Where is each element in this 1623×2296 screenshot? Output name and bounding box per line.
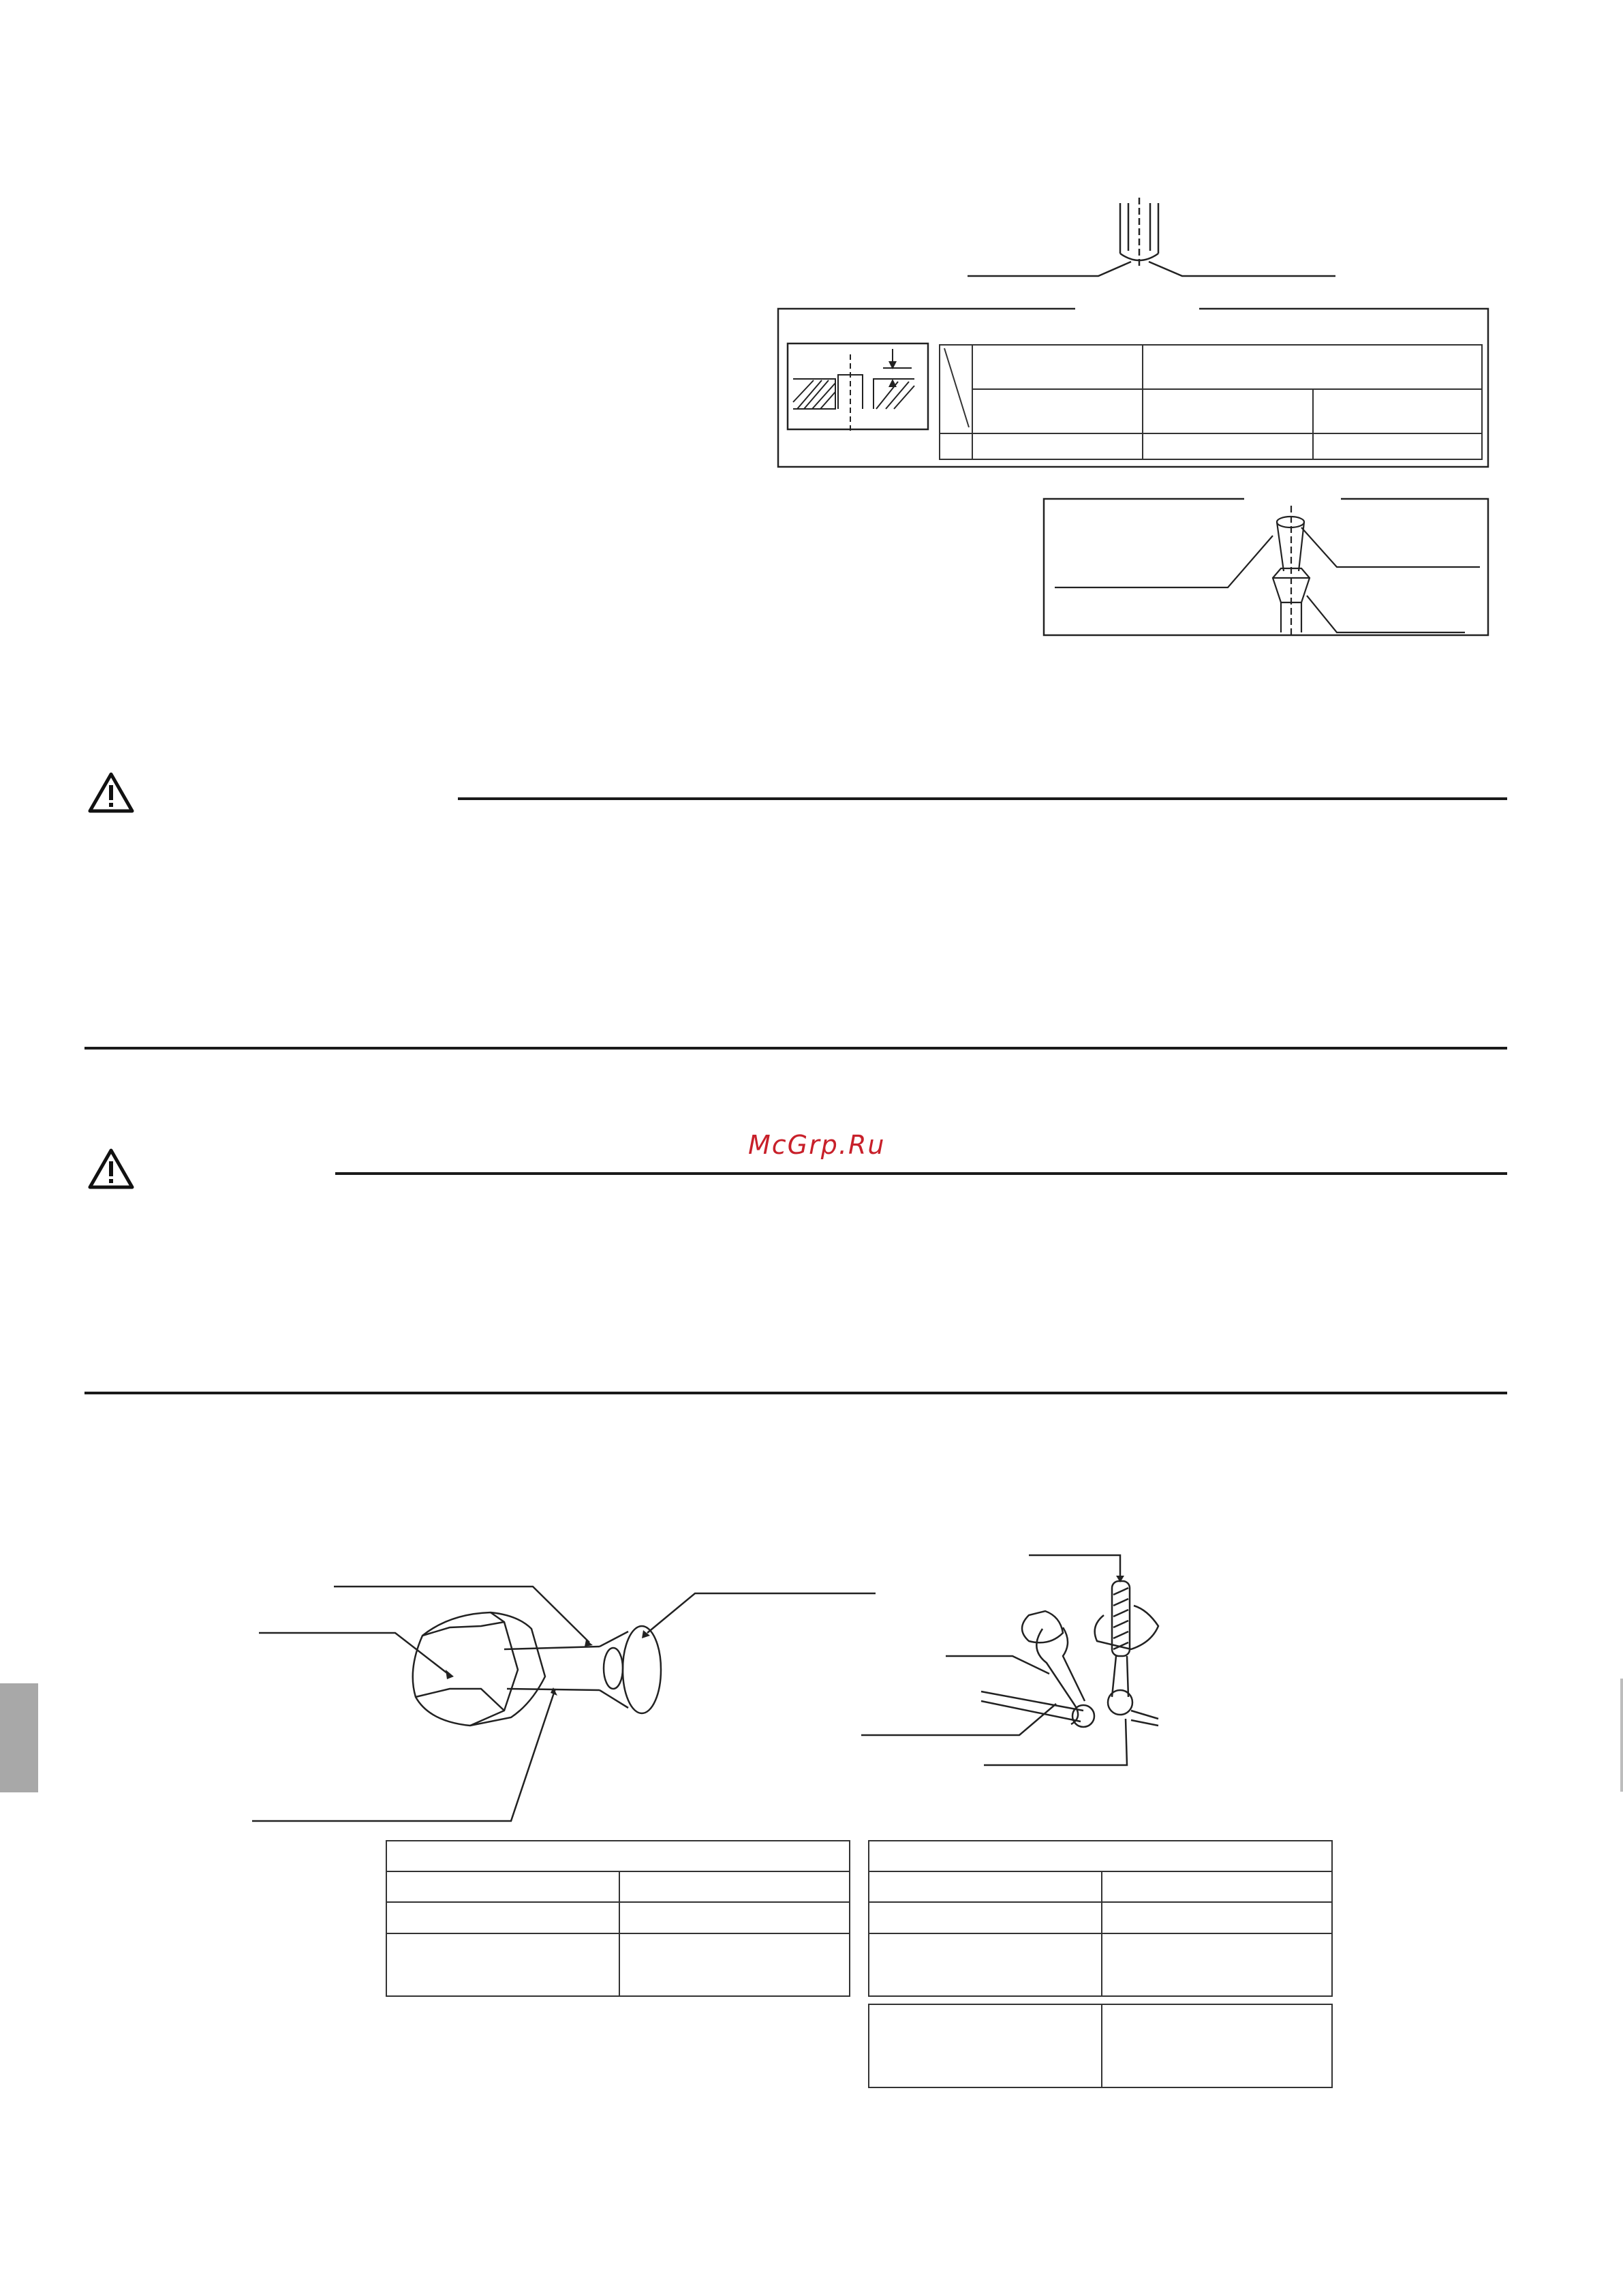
warning-2-rule (335, 1172, 1507, 1175)
flare-dimension-table (939, 344, 1483, 460)
spec-table-right (868, 1840, 1333, 1997)
warning-1-rule (458, 797, 1507, 800)
section-divider (84, 1392, 1507, 1394)
section-divider (84, 1047, 1507, 1050)
edge-mark (1620, 1679, 1623, 1792)
warning-triangle-icon (87, 1148, 135, 1190)
double-wrench-illustration (859, 1540, 1213, 1799)
section-tab (0, 1683, 38, 1792)
watermark: McGrp.Ru (748, 1130, 886, 1160)
warning-triangle-icon (87, 771, 135, 814)
pipe-end-diagram (0, 0, 1623, 654)
spec-table-right-extra (868, 2004, 1333, 2088)
flare-nut-illustration (245, 1567, 927, 1813)
spec-table-left (386, 1840, 850, 1997)
